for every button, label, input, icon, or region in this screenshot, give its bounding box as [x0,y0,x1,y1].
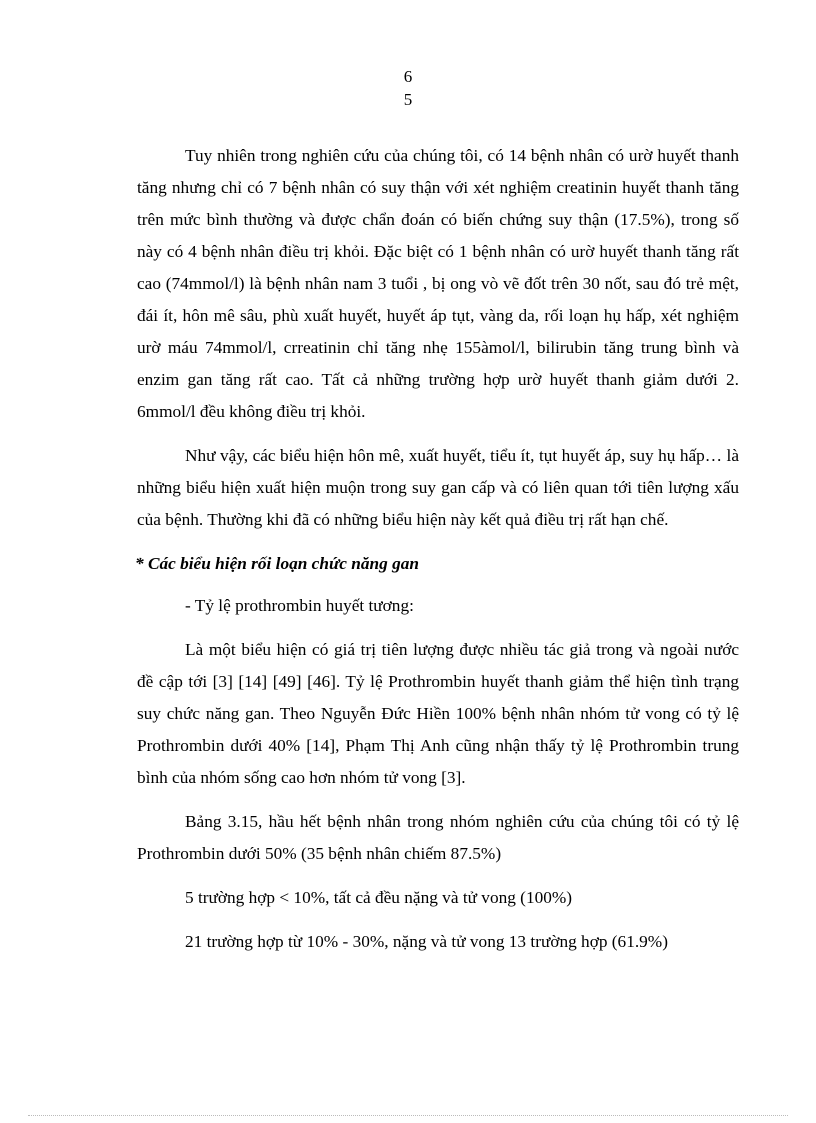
paragraph-table-ref: Bảng 3.15, hầu hết bệnh nhân trong nhóm nghiên cứu của chúng tôi có tỷ lệ Prothrombin dưới 50% (35 bệnh nhân chiếm 87.5%) [137,812,739,863]
section-heading: * Các biểu hiện rối loạn chức năng gan [135,554,420,573]
paragraph-late-signs: Như vậy, các biểu hiện hôn mê, xuất huyết, tiểu ít, tụt huyết áp, suy hụ hấp… là những biểu hiện xuất hiện muộn trong suy gan cấp và có liên quan tới tiên lượng xấu của bệnh. Thường khi đã có những biểu hiện này kết quả điều trị rất hạn chế. [137,446,739,529]
document-body [137,140,739,958]
page-number-top: 6 [403,67,413,86]
line-under-10: 5 trường hợp < 10%, tất cả đều nặng và tử vong (100%) [185,888,573,907]
line-10-30: 21 trường hợp từ 10% - 30%, nặng và tử vong 13 trường hợp (61.9%) [185,932,668,951]
paragraph-renal: Tuy nhiên trong nghiên cứu của chúng tôi, có 14 bệnh nhân có urờ huyết thanh tăng nhưng chỉ có 7 bệnh nhân có suy thận với xét nghiệm creatinin huyết thanh tăng trên mức bình thường và được chẩn đoán có biến chứng suy thận (17.5%), trong số này có 4 bệnh nhân điều trị khỏi. Đặc biệt có 1 bệnh nhân có urờ huyết thanh tăng rất cao (74mmol/l) là bệnh nhân nam 3 tuổi , bị ong vò vẽ đốt trên 30 nốt, sau đó trẻ mệt, đái ít, hôn mê sâu, phù xuất huyết, huyết áp tụt, vàng da, rối loạn hụ hấp, xét nghiệm urờ máu 74mmol/l, crreatinin chỉ tăng nhẹ 155àmol/l, bilirubin tăng trung bình và enzim gan tăng rất cao. Tất cả những trường hợp urờ huyết thanh giảm dưới 2. 6mmol/l đều không điều trị khỏi. [137,146,739,421]
bullet-prothrombin: - Tỷ lệ prothrombin huyết tương: [185,596,414,615]
paragraph-prothrombin: Là một biểu hiện có giá trị tiên lượng được nhiều tác giả trong và ngoài nước đề cập tới [3] [14] [49] [46]. Tỷ lệ Prothrombin huyết thanh giảm thể hiện tình trạng suy chức năng gan. Theo Nguyễn Đức Hiền 100% bệnh nhân nhóm tử vong có tỷ lệ Prothrombin dưới 40% [14], Phạm Thị Anh cũng nhận thấy tỷ lệ Prothrombin trung bình của nhóm sống cao hơn nhóm tử vong [3]. [137,640,739,787]
footer-dotted-rule [28,1115,788,1116]
page-number-bottom: 5 [403,90,413,109]
